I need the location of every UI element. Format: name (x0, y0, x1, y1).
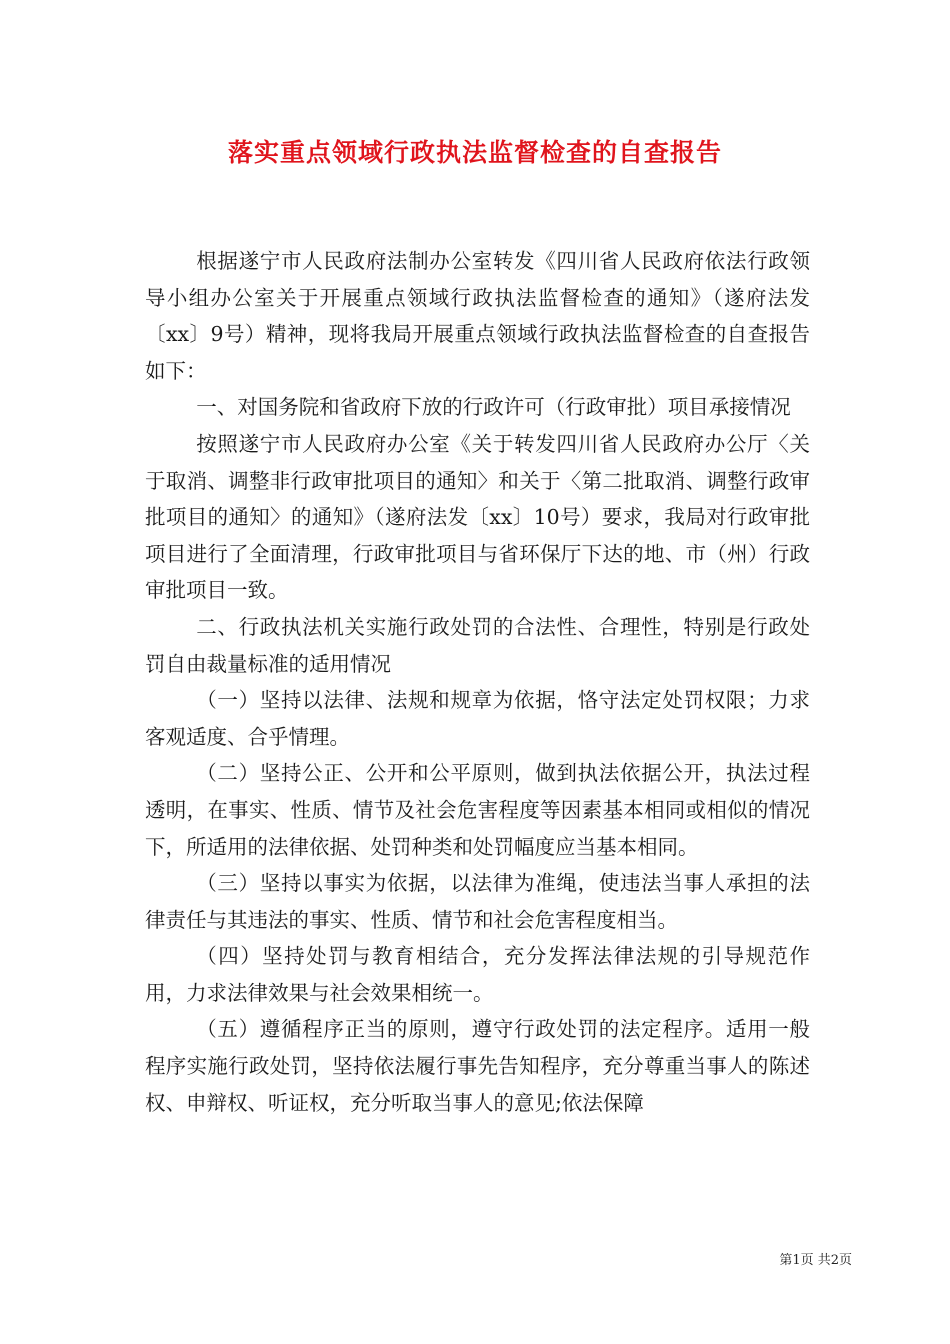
paragraph-item-4: （四）坚持处罚与教育相结合，充分发挥法律法规的引导规范作用，力求法律效果与社会效果相统一。 (145, 944, 810, 1005)
page-number-footer: 第1页 共2页 (779, 1253, 852, 1268)
document-title: 落实重点领域行政执法监督检查的自查报告 (227, 138, 722, 167)
paragraph-item-1: （一）坚持以法律、法规和规章为依据，恪守法定处罚权限；力求客观适度、合乎情理。 (145, 688, 810, 749)
document-body (145, 243, 810, 1121)
paragraph-item-5: （五）遵循程序正当的原则，遵守行政处罚的法定程序。适用一般程序实施行政处罚，坚持依法履行事先告知程序，充分尊重当事人的陈述权、申辩权、听证权，充分听取当事人的意见;依法保障 (145, 1017, 810, 1115)
section-heading-1: 一、对国务院和省政府下放的行政许可（行政审批）项目承接情况 (196, 395, 791, 420)
paragraph-item-2: （二）坚持公正、公开和公平原则，做到执法依据公开，执法过程透明，在事实、性质、情节及社会危害程度等因素基本相同或相似的情况下，所适用的法律依据、处罚种类和处罚幅度应当基本相同。 (145, 761, 810, 859)
paragraph-intro: 根据遂宁市人民政府法制办公室转发《四川省人民政府依法行政领导小组办公室关于开展重点领域行政执法监督检查的通知》（遂府法发〔xx〕9号）精神，现将我局开展重点领域行政执法监督检查的自查报告如下： (145, 249, 810, 383)
paragraph-section-1: 按照遂宁市人民政府办公室《关于转发四川省人民政府办公厅〈关于取消、调整非行政审批项目的通知〉和关于〈第二批取消、调整行政审批项目的通知〉的通知》（遂府法发〔xx〕10号）要求，我局对行政审批项目进行了全面清理，行政审批项目与省环保厅下达的地、市（州）行政审批项目一致。 (145, 431, 810, 603)
paragraph-item-3: （三）坚持以事实为依据，以法律为准绳，使违法当事人承担的法律责任与其违法的事实、性质、情节和社会危害程度相当。 (145, 871, 810, 932)
section-heading-2: 二、行政执法机关实施行政处罚的合法性、合理性，特别是行政处罚自由裁量标准的适用情况 (145, 614, 810, 676)
